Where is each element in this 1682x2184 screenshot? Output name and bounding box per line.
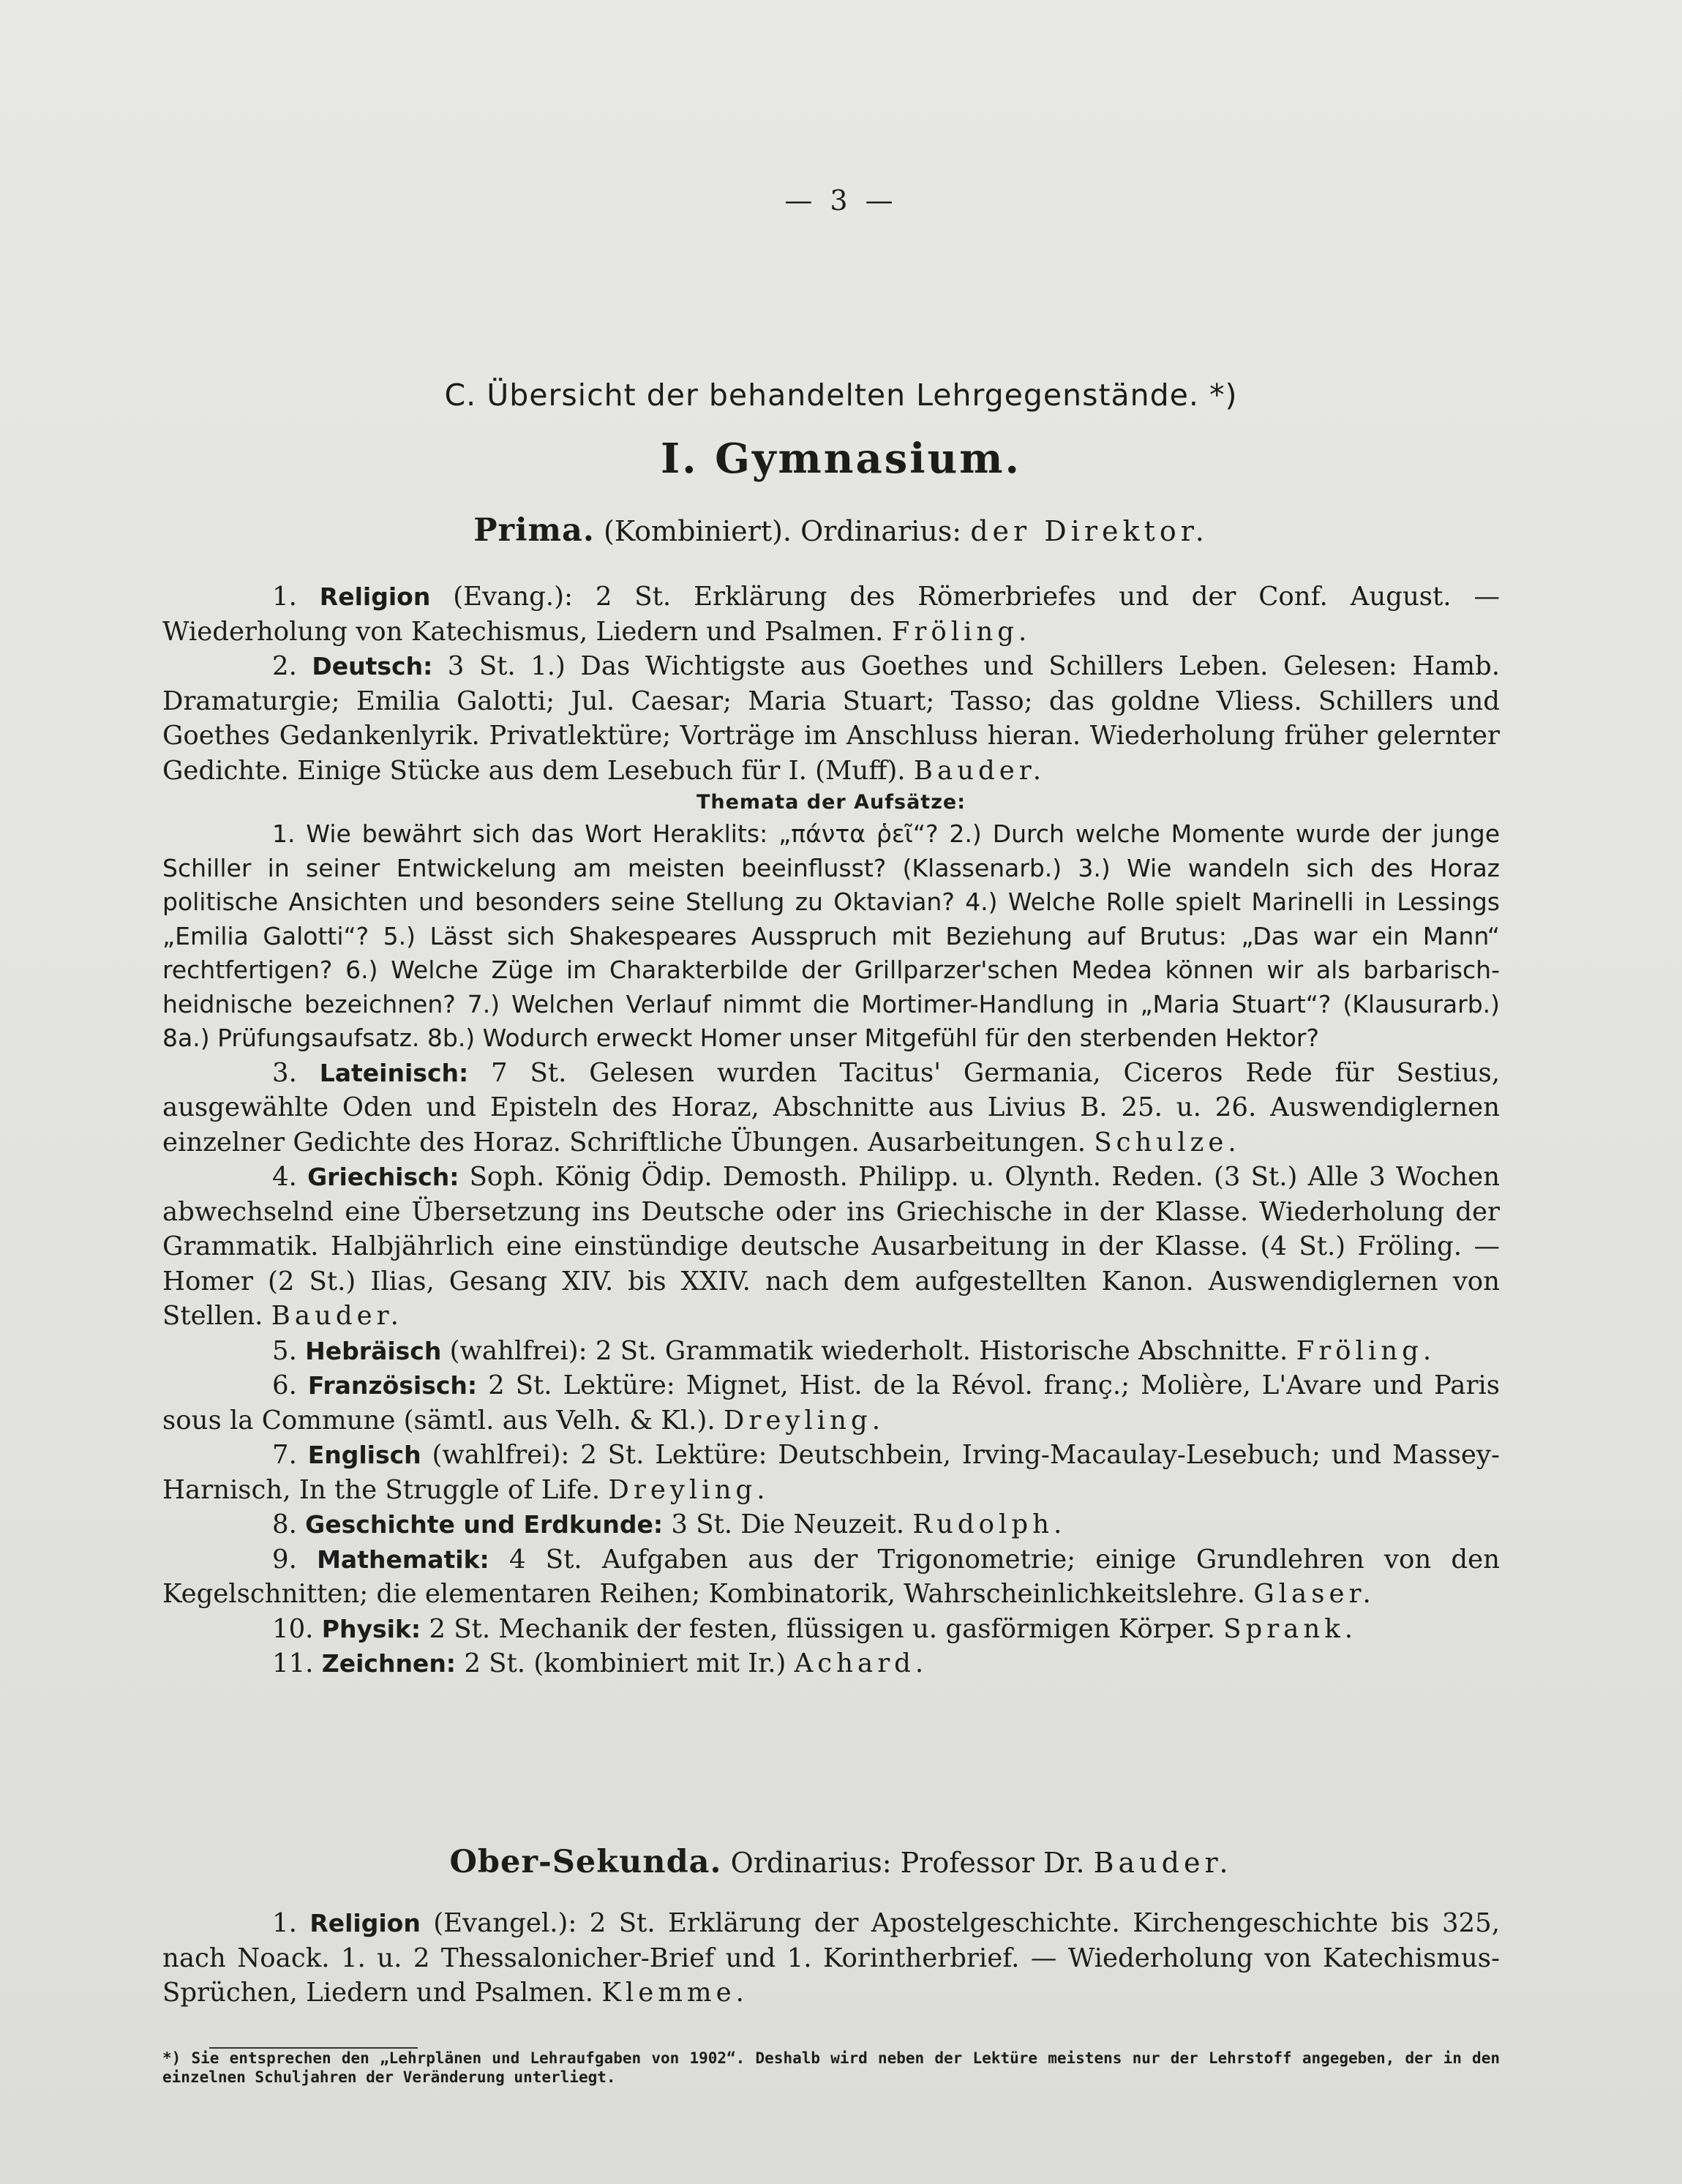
- subject-name: Deutsch:: [312, 652, 433, 680]
- entry-number: 2.: [272, 651, 297, 681]
- teacher-name: Bauder.: [913, 755, 1046, 786]
- subject-entry-physik: [162, 1612, 1500, 1647]
- entry-number: 4.: [272, 1162, 297, 1192]
- teacher-name: Schulze.: [1094, 1127, 1241, 1157]
- subject-entry-mathematik: [162, 1542, 1500, 1612]
- subject-name: Mathematik:: [317, 1545, 489, 1574]
- entry-number: 7.: [272, 1440, 297, 1470]
- entry-text: 4 St. Aufgaben aus der Trigonometrie; einige Grundlehren von den Kegelschnitten; die elementaren Reihen; Kombinatorik, Wahrscheinlichkeitslehre.: [162, 1544, 1500, 1609]
- entry-text: (wahlfrei): 2 St. Grammatik wiederholt. Historische Abschnitte.: [449, 1335, 1288, 1366]
- teacher-name: Glaser.: [1253, 1579, 1375, 1609]
- subject-name: Griechisch:: [307, 1163, 459, 1191]
- entry-text: 3 St. 1.) Das Wichtigste aus Goethes und Schillers Leben. Gelesen: Hamb. Dramaturgie; Emilia Galotti; Jul. Caesar; Maria Stuart; Tasso; das goldne Vliess. Schillers und Goethes Gedankenlyrik. Privatlektüre; Vorträge im Anschluss hieran. Wiederholung früher gelernter Gedichte. Einige Stücke aus dem Lesebuch für I. (Muff).: [162, 651, 1500, 786]
- teacher-name: Achard.: [794, 1648, 928, 1678]
- ordinarius: der Direktor.: [970, 515, 1209, 547]
- subject-name: Physik:: [321, 1614, 421, 1643]
- subject-entry-deutsch: [162, 649, 1500, 788]
- entry-number: 9.: [272, 1544, 297, 1575]
- page-number: — 3 —: [784, 184, 898, 217]
- entry-text: Soph. König Ödip. Demosth. Philipp. u. Olynth. Reden. (3 St.) Alle 3 Wochen abwechselnd eine Übersetzung ins Deutsche oder ins Griechische in der Klasse. Wiederholung der Grammatik. Halbjährlich eine einstündige deutsche Ausarbeitung in der Klasse. (4 St.) Fröling. — Homer (2 St.) Ilias, Gesang XIV. bis XXIV. nach dem aufgestellten Kanon. Auswendiglernen von Stellen.: [162, 1162, 1500, 1331]
- entry-text: 3 St. Die Neuzeit.: [671, 1509, 905, 1539]
- subject-entry-lateinisch: [162, 1056, 1500, 1160]
- entry-number: 8.: [272, 1509, 297, 1539]
- subject-name: Lateinisch:: [319, 1058, 469, 1087]
- teacher-name: Fröling.: [1296, 1335, 1436, 1366]
- subject-name: Zeichnen:: [321, 1649, 457, 1678]
- teacher-name: Fröling.: [891, 616, 1032, 647]
- subject-name: Französisch:: [307, 1371, 478, 1400]
- prima-heading: [0, 512, 1682, 549]
- class-info: (Kombiniert). Ordinarius:: [603, 515, 962, 547]
- obersekunda-heading: [0, 1844, 1682, 1880]
- subject-name: Hebräisch: [305, 1336, 442, 1365]
- themata-heading: Themata der Aufsätze:: [696, 791, 966, 814]
- subject-entry-zeichnen: [162, 1646, 1500, 1681]
- entry-number: 6.: [272, 1370, 297, 1400]
- themata-body: 1. Wie bewährt sich das Wort Heraklits: „πάντα ῥεῖ“? 2.) Durch welche Momente wurde der junge Schiller in seiner Entwickelung am meisten beeinflusst? (Klassenarb.) 3.) Wie wandeln sich des Horaz politische Ansichten und besonders seine Stellung zu Oktavian? 4.) Welche Rolle spielt Marinelli in Lessings „Emilia Galotti“? 5.) Lässt sich Shakespeares Ausspruch mit Beziehung auf Brutus: „Das war ein Mann“ rechtfertigen? 6.) Welche Züge im Charakterbilde der Grillparzer'schen Medea können wir als barbarisch-heidnische bezeichnen? 7.) Welchen Verlauf nimmt die Mortimer-Handlung in „Maria Stuart“? (Klausurarb.) 8a.) Prüfungsaufsatz. 8b.) Wodurch erweckt Homer unser Mitgefühl für den sterbenden Hektor?: [162, 819, 1500, 1052]
- subject-entry-religion: [162, 1906, 1500, 2011]
- subject-name: Religion: [309, 1909, 421, 1937]
- prima-subjects-block: [162, 579, 1500, 1681]
- entry-text: 2 St. (kombiniert mit Ir.): [464, 1648, 786, 1678]
- entry-number: 1.: [272, 1908, 297, 1938]
- class-name: Ober-Sekunda.: [449, 1844, 722, 1880]
- teacher-name: Bauder.: [271, 1301, 403, 1331]
- entry-number: 1.: [272, 582, 297, 612]
- class-info: Ordinarius: Professor Dr.: [730, 1847, 1085, 1879]
- school-title: I. Gymnasium.: [660, 435, 1022, 483]
- ordinarius: Bauder.: [1093, 1847, 1233, 1879]
- entry-text: (Evangel.): 2 St. Erklärung der Apostelgeschichte. Kirchengeschichte bis 325, nach Noack. 1. u. 2 Thessalonicher-Brief und 1. Korintherbrief. — Wiederholung von Katechismus-Sprüchen, Liedern und Psalmen.: [162, 1908, 1500, 2008]
- subject-name: Englisch: [307, 1441, 421, 1469]
- themata-text: [162, 817, 1500, 1056]
- obersekunda-subjects-block: [162, 1906, 1500, 2011]
- section-title: C. Übersicht der behandelten Lehrgegenstände. *): [444, 378, 1238, 413]
- teacher-name: Rudolph.: [912, 1509, 1067, 1539]
- subject-name: Geschichte und Erdkunde:: [305, 1510, 664, 1539]
- subject-name: Religion: [319, 582, 431, 611]
- teacher-name: Sprank.: [1223, 1613, 1357, 1644]
- subject-entry-geschichte: [162, 1507, 1500, 1542]
- entry-number: 11.: [272, 1648, 314, 1678]
- subject-entry-griechisch: [162, 1160, 1500, 1334]
- class-name: Prima.: [473, 512, 595, 549]
- subject-entry-hebraeisch: [162, 1334, 1500, 1369]
- entry-text: 2 St. Mechanik der festen, flüssigen u. gasförmigen Körper.: [429, 1613, 1215, 1644]
- teacher-name: Dreyling.: [723, 1405, 885, 1436]
- entry-number: 10.: [272, 1613, 314, 1644]
- subject-entry-franzoesisch: [162, 1368, 1500, 1438]
- entry-text: 2 St. Lektüre: Mignet, Hist. de la Révol. franç.; Molière, L'Avare und Paris sous la Commune (sämtl. aus Velh. & Kl.).: [162, 1370, 1500, 1436]
- entry-text: 7 St. Gelesen wurden Tacitus' Germania, Ciceros Rede für Sestius, ausgewählte Oden und Episteln des Horaz, Abschnitte aus Livius B. 25. u. 26. Auswendiglernen einzelner Gedichte des Horaz. Schriftliche Übungen. Ausarbeitungen.: [162, 1057, 1500, 1157]
- entry-number: 3.: [272, 1057, 297, 1088]
- subject-entry-religion: [162, 579, 1500, 649]
- teacher-name: Dreyling.: [608, 1474, 770, 1505]
- subject-entry-englisch: [162, 1438, 1500, 1507]
- teacher-name: Klemme.: [601, 1978, 748, 2008]
- entry-number: 5.: [272, 1335, 297, 1366]
- entry-text: (wahlfrei): 2 St. Lektüre: Deutschbein, Irving-Macaulay-Lesebuch; und Massey-Harnisch, In the Struggle of Life.: [162, 1440, 1500, 1505]
- entry-text: (Evang.): 2 St. Erklärung des Römerbriefes und der Conf. August. — Wiederholung von Katechismus, Liedern und Psalmen.: [162, 582, 1500, 647]
- footnote: *) Sie entsprechen den „Lehrplänen und Lehraufgaben von 1902“. Deshalb wird neben der Lektüre meistens nur der Lehrstoff angegeben, der in den einzelnen Schuljahren der Veränderung unterliegt.: [162, 2049, 1500, 2086]
